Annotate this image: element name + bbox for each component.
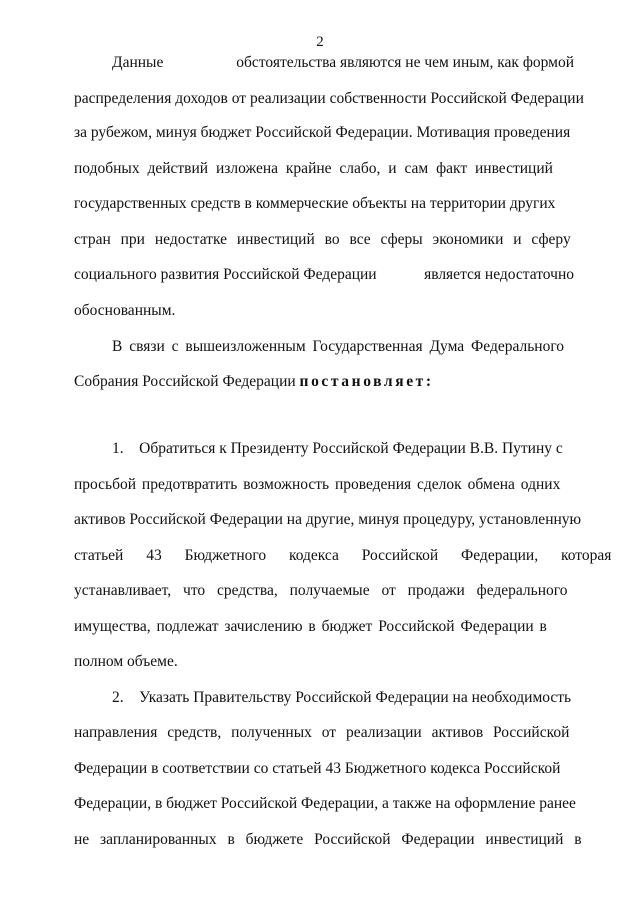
para2-line-1: В связи с вышеизложенным Государственная Дума Федерального bbox=[112, 338, 565, 355]
item2-line-1: 2. Указать Правительству Российской Федерации на необходимость bbox=[112, 689, 572, 706]
para1-line-1-word: Данные bbox=[112, 54, 164, 71]
para1-line-7 bbox=[74, 266, 574, 284]
item2-line-4: Федерации, в бюджет Российской Федерации, а также на оформление ранее bbox=[74, 795, 576, 812]
item1-line-1: 1. Обратиться к Президенту Российской Федерации В.В. Путину с bbox=[112, 440, 563, 457]
para1-line-3: за рубежом, минуя бюджет Российской Федерации. Мотивация проведения bbox=[74, 124, 571, 141]
para2-line-2-a: Собрания Российской Федерации bbox=[74, 373, 296, 390]
para1-line-2: распределения доходов от реализации собственности Российской Федерации bbox=[74, 90, 584, 107]
para2-line-2 bbox=[74, 373, 434, 391]
para1-line-7-b: является недостаточно bbox=[424, 266, 574, 283]
item1-line-6: имущества, подлежат зачислению в бюджет Российской Федерации в bbox=[74, 618, 547, 635]
page-number: 2 bbox=[316, 34, 324, 50]
para1-line-7-a: социального развития Российской Федерации bbox=[74, 266, 377, 283]
item2-line-5: не запланированных в бюджете Российской Федерации инвестиций в bbox=[74, 831, 582, 848]
item1-line-4: статьей 43 Бюджетного кодекса Российской Федерации, которая bbox=[74, 547, 612, 564]
para1-line-1-rest: обстоятельства являются не чем иным, как формой bbox=[236, 54, 574, 71]
resolves-word: постановляет: bbox=[299, 373, 434, 390]
item1-line-7: полном объеме. bbox=[74, 653, 178, 670]
item1-line-2: просьбой предотвратить возможность проведения сделок обмена одних bbox=[74, 476, 561, 493]
para1-line-5: государственных средств в коммерческие объекты на территории других bbox=[74, 195, 556, 212]
para1-line-1 bbox=[112, 54, 574, 72]
item1-line-3: активов Российской Федерации на другие, минуя процедуру, установленную bbox=[74, 511, 582, 528]
item2-line-3: Федерации в соответствии со статьей 43 Бюджетного кодекса Российской bbox=[74, 760, 561, 777]
para1-line-8: обоснованным. bbox=[74, 302, 176, 319]
para1-line-6: стран при недостатке инвестиций во все сферы экономики и сферу bbox=[74, 231, 571, 248]
para1-line-4: подобных действий изложена крайне слабо, и сам факт инвестиций bbox=[74, 160, 553, 177]
item1-line-5: устанавливает, что средства, получаемые от продажи федерального bbox=[74, 582, 568, 599]
item2-line-2: направления средств, полученных от реализации активов Российской bbox=[74, 724, 570, 741]
